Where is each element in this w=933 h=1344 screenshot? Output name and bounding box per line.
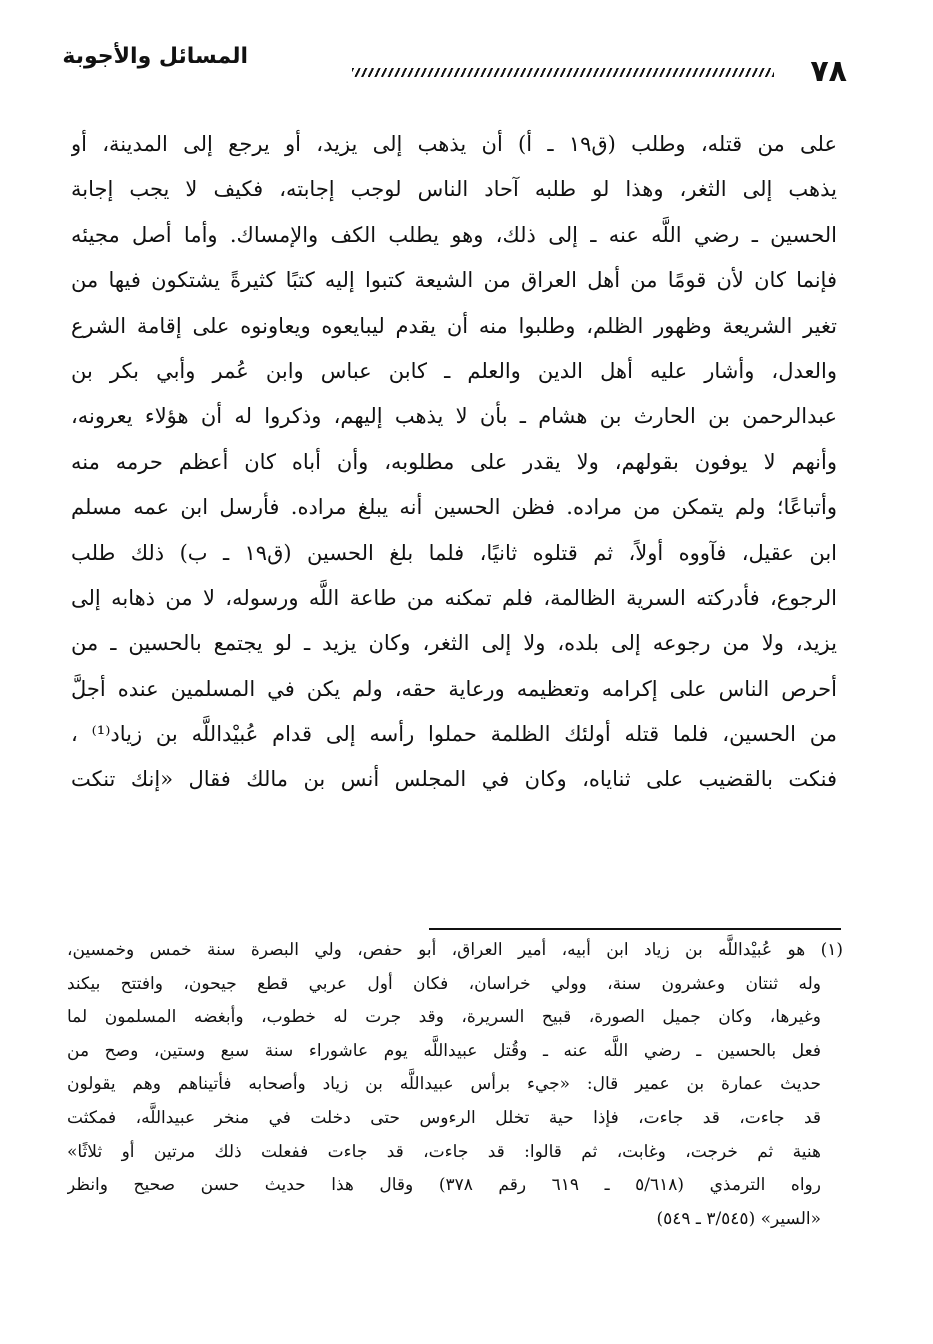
body-line: فإنما كان لأن قومًا من أهل العراق من الشيعة كتبوا إليه كتبًا كثيرةً يشتكون فيها من bbox=[71, 268, 837, 293]
footnote-line: قد جاءت، قد جاءت، فإذا حية تخلل الرءوس حتى دخلت في منخر عبيداللَّه، فمكثت bbox=[67, 1107, 821, 1128]
footnote-line: وله ثنتان وعشرون سنة، وولي خراسان، فكان أول عربي قطع جيحون، وافتتح بيكند bbox=[67, 973, 821, 994]
body-line: الحسين ـ رضي اللَّه عنه ـ إلى ذلك، وهو يطلب الكف والإمساك. وأما أصل مجيئه bbox=[71, 222, 837, 247]
body-line: وأنهم لا يوفون بقولهم، ولا يقدر على مطلوبه، وأن أباه كان أعظم حرمه منه bbox=[71, 449, 837, 474]
footnote-line: رواه الترمذي (٥/٦١٨ ـ ٦١٩ رقم ٣٧٨) وقال هذا حديث حسن صحيح وانظر bbox=[67, 1175, 821, 1196]
body-line: فنكت بالقضيب على ثناياه، وكان في المجلس أنس بن مالك فقال «إنك تنكت bbox=[71, 767, 837, 792]
body-line: أحرص الناس على إكرامه وتعظيمه ورعاية حقه، ولم يكن في المسلمين عنده أجلَّ bbox=[71, 676, 837, 701]
header-decorative-rule bbox=[352, 68, 774, 77]
footnote-line: (١) هو عُبيْداللَّه بن زياد ابن أبيه، أمير العراق، أبو حفص، ولي البصرة سنة خمس وخمسين، bbox=[67, 940, 843, 960]
footnote-line: حديث عمارة بن عمير قال: «جيء برأس عبيداللَّه بن زياد وأصحابه فأتيناهم وهم يقولون bbox=[67, 1074, 821, 1095]
body-line: من الحسين، فلما قتله أولئك الظلمة حملوا رأسه إلى قدام عُبيْداللَّه بن زياد⁽¹⁾ ، bbox=[71, 722, 837, 747]
footnote-line: فعل بالحسين ـ رضي اللَّه عنه ـ وقُتل عبيداللَّه يوم عاشوراء سنة سبع وستين، وصح من bbox=[67, 1040, 821, 1061]
body-line: يذهب إلى الثغر، وهذا لو طلبه آحاد الناس لوجب إجابته، فكيف لا يجب إجابة bbox=[71, 177, 837, 202]
footnote-line: «السير» (٣/٥٤٥ ـ ٥٤٩) bbox=[656, 1208, 821, 1229]
body-line: وأتباعًا؛ ولم يتمكن من مراده. فظن الحسين أنه يبلغ مراده. فأرسل ابن عمه مسلم bbox=[71, 495, 837, 520]
body-line: الرجوع، فأدركته السرية الظالمة، فلم تمكنه من طاعة اللَّه ورسوله، لا من ذهابه إلى bbox=[71, 585, 837, 610]
body-line: عبدالرحمن بن الحارث بن هشام ـ بأن لا يذهب إليهم، وذكروا له أن هؤلاء يعرونه، bbox=[71, 404, 837, 429]
body-line: والعدل، وأشار عليه أهل الدين والعلم ـ كابن عباس وابن عُمر وأبي بكر بن bbox=[71, 358, 837, 383]
footnote-block bbox=[67, 934, 843, 1236]
footnote-line: وغيرها، وكان جميل الصورة، قبيح السريرة، وقد جرت له خطوب، وأبغضه المسلمون لما bbox=[67, 1007, 821, 1028]
page-number: ٧٨ bbox=[810, 54, 847, 89]
body-line: ابن عقيل، فآووه أولاً، ثم قتلوه ثانيًا، فلما بلغ الحسين (ق١٩ ـ ب) ذلك طلب bbox=[71, 540, 837, 565]
main-text bbox=[71, 122, 837, 803]
body-line: على من قتله، وطلب (ق١٩ ـ أ) أن يذهب إلى يزيد، أو يرجع إلى المدينة، أو bbox=[71, 132, 837, 156]
body-line: يزيد، ولا من رجوعه إلى بلده، ولا إلى الثغر، وكان يزيد ـ لو يجتمع بالحسين ـ من bbox=[71, 631, 837, 656]
body-line: تغير الشريعة وظهور الظلم، وطلبوا منه أن يقدم ليبايعوه ويعاونوه على إقامة الشرع bbox=[71, 313, 837, 338]
footnote-separator bbox=[429, 928, 841, 930]
running-title: المسائل والأجوبة bbox=[62, 44, 248, 69]
footnote-line: هنية ثم خرجت، وغابت، ثم قالوا: قد جاءت، قد جاءت ففعلت ذلك مرتين أو ثلاثًا» bbox=[67, 1141, 821, 1162]
